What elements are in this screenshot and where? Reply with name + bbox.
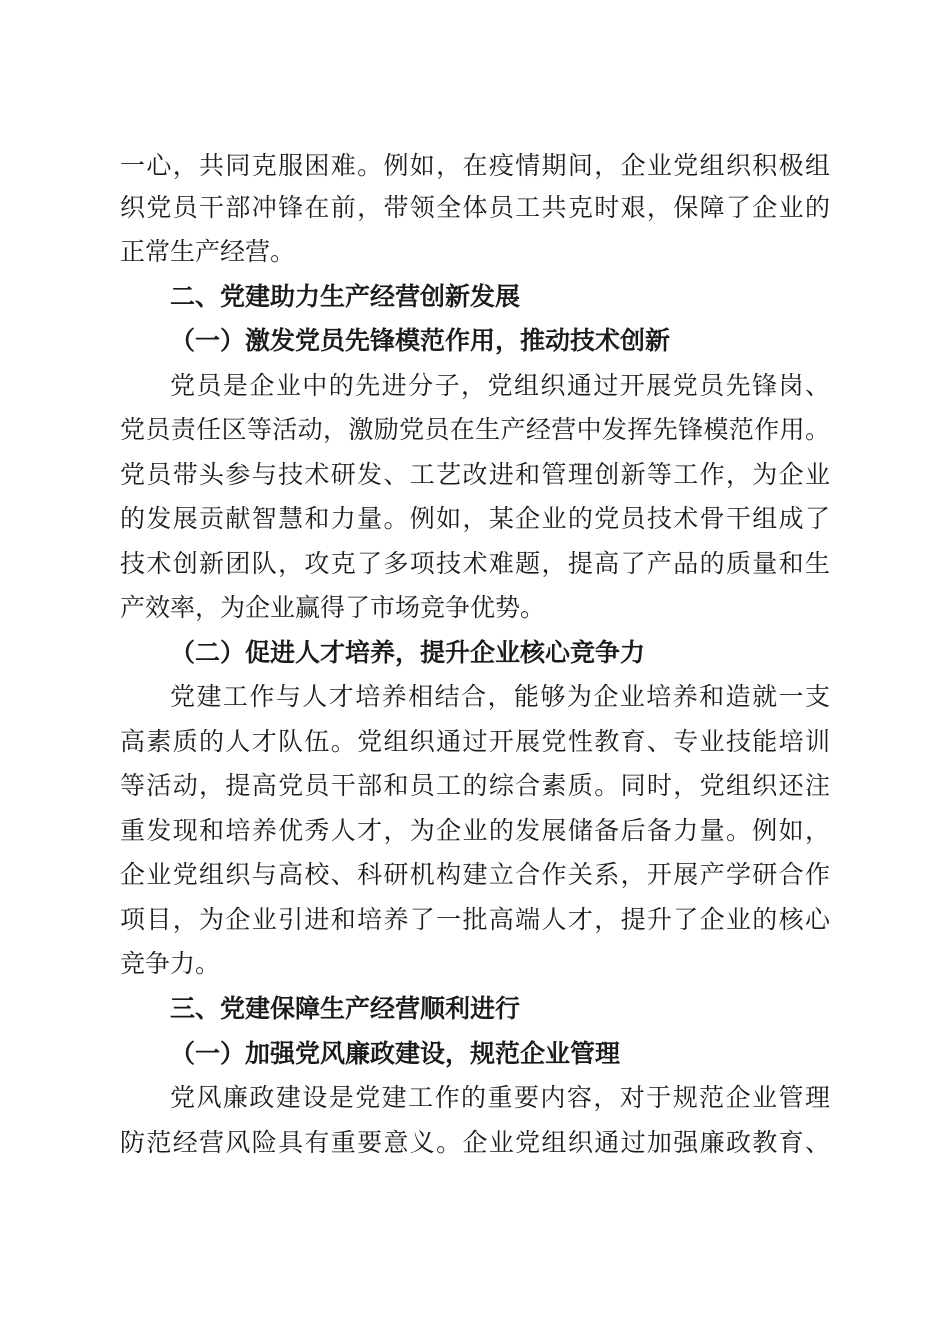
subsection-heading: （二）促进人才培养，提升企业核心竞争力 (170, 638, 646, 667)
section-heading: 三、党建保障生产经营顺利进行 (170, 994, 521, 1023)
body-text-line: 党员责任区等活动，激励党员在生产经营中发挥先锋模范作用。 (120, 415, 830, 444)
body-text-line: 织党员干部冲锋在前，带领全体员工共克时艰，保障了企业的 (120, 193, 830, 222)
body-text-line: 重发现和培养优秀人才，为企业的发展储备后备力量。例如， (120, 816, 830, 845)
body-text-line: 企业党组织与高校、科研机构建立合作关系，开展产学研合作 (120, 860, 830, 889)
body-text-line: 产效率，为企业赢得了市场竞争优势。 (120, 593, 546, 622)
section-heading: 二、党建助力生产经营创新发展 (170, 282, 521, 311)
subsection-heading: （一）加强党风廉政建设，规范企业管理 (170, 1039, 621, 1068)
body-text-line: 防范经营风险具有重要意义。企业党组织通过加强廉政教育、 (120, 1128, 830, 1157)
body-text-line: 党风廉政建设是党建工作的重要内容，对于规范企业管理 (170, 1083, 830, 1112)
body-text-line: 技术创新团队，攻克了多项技术难题，提高了产品的质量和生 (120, 549, 830, 578)
body-text-line: 党员带头参与技术研发、工艺改进和管理创新等工作，为企业 (120, 460, 830, 489)
body-text-line: 党建工作与人才培养相结合，能够为企业培养和造就一支 (170, 682, 830, 711)
body-text-line: 高素质的人才队伍。党组织通过开展党性教育、专业技能培训 (120, 727, 830, 756)
body-text-line: 竞争力。 (120, 949, 221, 978)
body-text-line: 等活动，提高党员干部和员工的综合素质。同时，党组织还注 (120, 771, 830, 800)
body-text-line: 一心，共同克服困难。例如，在疫情期间，企业党组织积极组 (120, 151, 830, 180)
body-text-line: 正常生产经营。 (120, 237, 296, 266)
body-text-line: 党员是企业中的先进分子，党组织通过开展党员先锋岗、 (170, 371, 830, 400)
subsection-heading: （一）激发党员先锋模范作用，推动技术创新 (170, 326, 671, 355)
body-text-line: 的发展贡献智慧和力量。例如，某企业的党员技术骨干组成了 (120, 504, 830, 533)
body-text-line: 项目，为企业引进和培养了一批高端人才，提升了企业的核心 (120, 905, 830, 934)
